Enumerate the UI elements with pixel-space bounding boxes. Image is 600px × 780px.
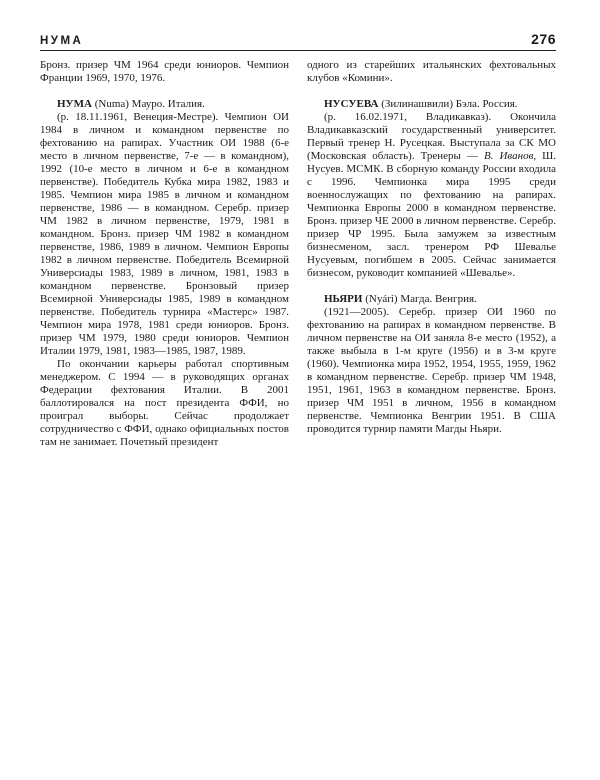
entry-nusueva-trainer-name: В. Иванов bbox=[483, 150, 534, 162]
entry-numa-heading-rest: (Numa) Мауро. Италия. bbox=[91, 98, 205, 110]
entry-numa bbox=[40, 98, 289, 449]
entry-nusueva bbox=[307, 98, 556, 280]
entry-nusueva-name: НУСУЕВА bbox=[324, 98, 379, 110]
entry-numa-career-paragraph: По окончании карьеры работал спортивным менеджером. С 1994 — в руководящих органах Федерации фехтования Италии. В 2001 баллотировался на пост президента ФФИ, но проиграл выборы. Сейчас продолжает сотрудничество с ФФИ, однако официальных постов там не занимает. Почетный президент bbox=[40, 358, 289, 448]
entry-nusueva-bio-paragraph bbox=[307, 111, 556, 280]
entry-numa-heading bbox=[40, 98, 289, 111]
text-columns bbox=[40, 59, 556, 449]
entry-nusueva-heading bbox=[307, 98, 556, 111]
right-column bbox=[307, 59, 556, 449]
entry-nusueva-bio-before: (р. 16.02.1971, Владикавказ). Окончила Владикавказский государственный университет. Первый тренер Н. Русецкая. Выступала за СК МО (Московская область). Тренеры — bbox=[307, 111, 556, 162]
entry-numa-name: НУМА bbox=[57, 98, 92, 110]
continuation-paragraph-right: одного из старейших итальянских фехтовальных клубов «Комини». bbox=[307, 59, 556, 84]
page-number: 276 bbox=[531, 31, 556, 47]
entry-nyari-name: НЬЯРИ bbox=[324, 293, 363, 305]
entry-nusueva-heading-rest: (Зилинашвили) Бэла. Россия. bbox=[378, 98, 518, 110]
entry-nyari-heading bbox=[307, 293, 556, 306]
header-rule bbox=[40, 50, 556, 51]
entry-numa-bio-paragraph: (р. 18.11.1961, Венеция-Местре). Чемпион ОИ 1984 в личном и командном первенстве по фехтованию на рапирах. Участник ОИ 1988 (6-е место в личном первенстве, 7-е — в командном), 1992 (10-е место в личном и 6-е в командном первенстве). Победитель Кубка мира 1982, 1983 и 1985. Чемпион мира 1985 в личном и командном первенстве, 1986 — в командном. Серебр. призер ЧМ 1982 в личном первенстве, 1979, 1981 в командном. Бронз. призер ЧМ 1982 в командном первенстве, 1986, 1989 в личном. Чемпион Европы 1982 в личном первенстве. Победитель Всемирной Универсиады 1983, 1989 в личном, 1981, 1983 в командном первенстве. Бронзовый призер Всемирной Универсиады 1985, 1989 в командном первенстве. Победитель турнира «Мастерс» 1987. Чемпион мира 1978, 1981 среди юниоров. Бронз. призер ЧМ 1979, 1980 среди юниоров. Чемпион Италии 1979, 1981, 1983—1985, 1987, 1989. bbox=[40, 111, 289, 357]
entry-nyari-heading-rest: (Nyári) Магда. Венгрия. bbox=[362, 293, 477, 305]
running-title: НУМА bbox=[40, 35, 84, 47]
left-column bbox=[40, 59, 289, 449]
entry-nyari bbox=[307, 293, 556, 436]
entry-nyari-bio-paragraph: (1921—2005). Серебр. призер ОИ 1960 по фехтованию на рапирах в командном первенстве. В личном первенстве на ОИ заняла 8-е место (1952), а также выбыла в 1-м круге (1956) и в 3-м круге (1960). Чемпионка мира 1952, 1954, 1955, 1959, 1962 в командном первенстве. Серебр. призер ЧМ 1948, 1951, 1961, 1963 в командном первенстве. Бронз. призер ЧМ 1951 в личном, 1956 в командном первенстве. Чемпионка Венгрии 1951. В США проводится турнир памяти Магды Ньяри. bbox=[307, 306, 556, 435]
continuation-paragraph-left: Бронз. призер ЧМ 1964 среди юниоров. Чемпион Франции 1969, 1970, 1976. bbox=[40, 59, 289, 84]
entry-nusueva-bio-after: , Ш. Нусуев. МСМК. В сборную команду России входила с 1996. Чемпионка мира 1995 среди военнослужащих по фехтованию на рапирах. Чемпионка Европы 2000 в командном первенстве. Бронз. призер ЧЕ 2000 в личном первенстве. Серебр. призер ЧР 1995. Была замужем за известным бизнесменом, засл. тренером РФ Шевалье Нусуевым, погибшем в 2005. Сейчас занимается бизнесом, руководит компанией «Шевалье». bbox=[307, 150, 556, 279]
page-header bbox=[40, 31, 556, 47]
